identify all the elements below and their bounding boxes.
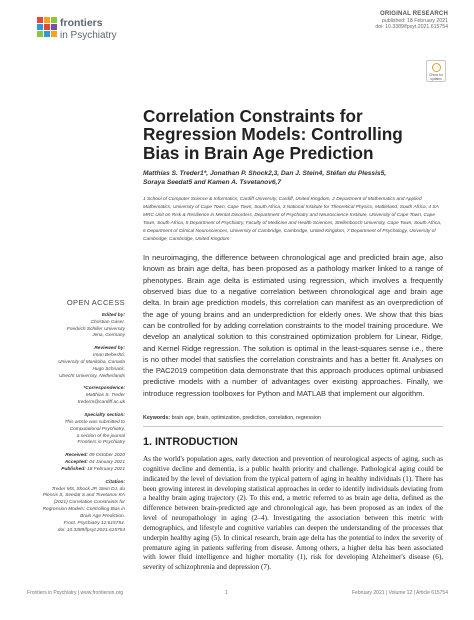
citation-label: Citation: bbox=[105, 479, 125, 485]
intro-paragraph: As the world's population ages, early detection and prevention of neurological aspects of aging, such as cognitive decline and dementia, is a public health priority and challenge. Pathological aging could be indicated by the level of deviation from the typical pattern of aging in healthy individuals (1). There has been growing interest in developing statistical approaches in order to identify individuals deviating from a healthy brain aging trajectory (2). To this end, a metric referred to as brain age delta, defined as the difference between brain-predicted age and chronological age, has been proposed as an index of the level of neuropathology in aging (2–4). Investigating the association between this metric with demographics, and lifestyle and cognitive variables can deepen the understanding of the processes that underpin healthy aging (5). In clinical research, brain age delta has the potential to index the severity of premature aging in patients suffering from disease. Among others, a higher delta has been associated with lower fluid intelligence and higher mortality (1), risk for developing Alzheimer's disease (6), severity of schizophrenia and depression (7). bbox=[143, 455, 443, 572]
article-type: ORIGINAL RESEARCH bbox=[380, 11, 448, 17]
check-for-updates-badge[interactable] bbox=[426, 60, 446, 82]
editor-line: Friedrich Schiller University bbox=[66, 326, 125, 332]
citation-line: (2021) Correlation Constraints for bbox=[53, 500, 125, 506]
specialty-line: a section of the journal bbox=[76, 433, 125, 439]
specialty-line: This article was submitted to bbox=[64, 419, 125, 425]
open-access-label: OPEN ACCESS bbox=[66, 298, 125, 307]
footer-issue: February 2021 | Volume 12 | Article 615754 bbox=[352, 590, 448, 596]
update-icon bbox=[432, 63, 441, 72]
received-line bbox=[27, 453, 125, 460]
published-label: Published: bbox=[61, 466, 86, 472]
abstract: In neuroimaging, the difference between chronological age and predicted brain age, also known as brain age delta, has been proposed as a pathology marker linked to a range of phenotypes. Brain age delta is estimated using regression, which involves a frequently observed bias due to a negative correlation between chronological age and brain age delta. In brain age prediction models, this correlation can manifest as an overprediction of the age of young brains and an underprediction for elderly ones. We show that this bias can be controlled for by adding correlation constraints to the model training procedure. We develop an analytical solution to this constrained optimization problem for Linear, Ridge, and Kernel Ridge regression. The solution is optimal in the least-squares sense i.e., there is no other model that satisfies the correlation constraints and has a better fit. Analyses on the PAC2019 competition data demonstrate that this approach produces optimal unbiased predictive models with a number of advantages over existing approaches. Finally, we introduce regression toolboxes for Python and MATLAB that implement our algorithm. bbox=[143, 253, 443, 398]
reviewed-by-block bbox=[27, 346, 125, 380]
introduction-body bbox=[143, 455, 443, 573]
keywords bbox=[143, 415, 443, 421]
footer-journal: Frontiers in Psychiatry | www.frontiersin.org bbox=[27, 590, 124, 596]
accepted-date: 04 January 2021 bbox=[89, 460, 125, 466]
divider bbox=[143, 426, 443, 427]
article-title: Correlation Constraints for Regression Models: Controlling Bias in Brain Age Prediction bbox=[143, 106, 403, 163]
article-meta bbox=[375, 11, 448, 31]
section-heading: 1. INTRODUCTION bbox=[143, 436, 238, 448]
editor-line: Christian Gaser, bbox=[90, 319, 125, 325]
keywords-list: brain age, brain, optimization, prediction, correlation, regression bbox=[171, 415, 321, 421]
citation-line: Brain Age Prediction. bbox=[80, 513, 125, 519]
page-number: 1 bbox=[225, 590, 228, 596]
authors-line-2: Soraya Seedat5 and Kamen A. Tsvetanov6,7 bbox=[143, 178, 282, 186]
citation-block bbox=[27, 480, 125, 535]
specialty-line: Frontiers in Psychiatry bbox=[77, 440, 125, 446]
reviewer-line: Hugo Schnack, bbox=[92, 366, 125, 372]
published-date: published: 18 February 2021 bbox=[381, 17, 448, 24]
keywords-label: Keywords: bbox=[143, 415, 171, 421]
reviewer-line: University of Manitoba, Canada bbox=[58, 359, 125, 365]
reviewer-line: Utrecht University, Netherlands bbox=[58, 373, 125, 379]
journal-logo bbox=[36, 14, 126, 44]
citation-line: Plessis S, Seedat S and Tsvetanov KA bbox=[42, 493, 125, 499]
published-line bbox=[27, 467, 125, 474]
correspondence-name: Matthias S. Treder bbox=[85, 393, 125, 399]
accepted-label: Accepted: bbox=[64, 460, 88, 466]
correspondence-email[interactable]: trederm@cardiff.ac.uk bbox=[77, 400, 125, 406]
citation-line: Regression Models: Controlling Bias in bbox=[42, 507, 125, 513]
reviewed-by-label: Reviewed by: bbox=[94, 346, 125, 352]
specialty-label: Specialty section: bbox=[84, 412, 125, 418]
journal-name: frontiers bbox=[60, 17, 103, 29]
citation-line: doi: 10.3389/fpsyt.2021.615754 bbox=[57, 527, 125, 533]
edited-by-block bbox=[27, 313, 125, 340]
reviewer-line: Iman Beheshti, bbox=[93, 353, 125, 359]
accepted-line bbox=[27, 460, 125, 467]
received-date: 09 October 2020 bbox=[89, 453, 125, 459]
edited-by-label: Edited by: bbox=[101, 312, 125, 318]
citation-line: Treder MS, Shock JP, Stein DJ, du bbox=[51, 486, 125, 492]
authors-line-1: Matthias S. Treder1*, Jonathan P. Shock2,3, Dan J. Stein4, Stéfan du Plessis5, bbox=[143, 170, 387, 177]
sidebar bbox=[27, 300, 125, 540]
received-label: Received: bbox=[65, 453, 88, 459]
journal-subname: in Psychiatry bbox=[60, 30, 117, 41]
specialty-line: Computational Psychiatry, bbox=[69, 426, 125, 432]
citation-line: Front. Psychiatry 12:615754. bbox=[63, 520, 125, 526]
dates-block bbox=[27, 453, 125, 474]
affiliations: 1 School of Computer Science & Informatics, Cardiff University, Cardiff, United Kingdom, 2 Department of Mathematics and Applied Mathematics, University of Cape Town, Cape Town, South Africa, 3 National Institute for Theoretical Physics, Mattieland, South Africa, 4 SA MRC Unit on Risk & Resilience in Mental Disorders, Department of Psychiatry and Neuroscience Institute, University of Cape Town, Cape Town, South Africa, 5 Department of Psychiatry, Faculty of Medicine and Health Sciences, Stellenbosch University, Cape Town, South Africa, 6 Department of Clinical Neurosciences, University of Cambridge, Cambridge, United Kingdom, 7 Department of Psychology, University of Cambridge, Cambridge, United Kingdom bbox=[143, 197, 442, 242]
updates-label: Check for updates bbox=[429, 73, 443, 81]
doi[interactable]: doi: 10.3389/fpsyt.2021.615754 bbox=[375, 24, 448, 31]
specialty-block bbox=[27, 413, 125, 447]
author-list bbox=[143, 170, 443, 188]
published-date-sidebar: 18 February 2021 bbox=[87, 466, 125, 472]
correspondence-label: *Correspondence: bbox=[83, 386, 125, 392]
correspondence-block bbox=[27, 386, 125, 407]
editor-line: Jena, Germany bbox=[92, 333, 125, 339]
frontiers-logo-icon bbox=[36, 16, 58, 38]
